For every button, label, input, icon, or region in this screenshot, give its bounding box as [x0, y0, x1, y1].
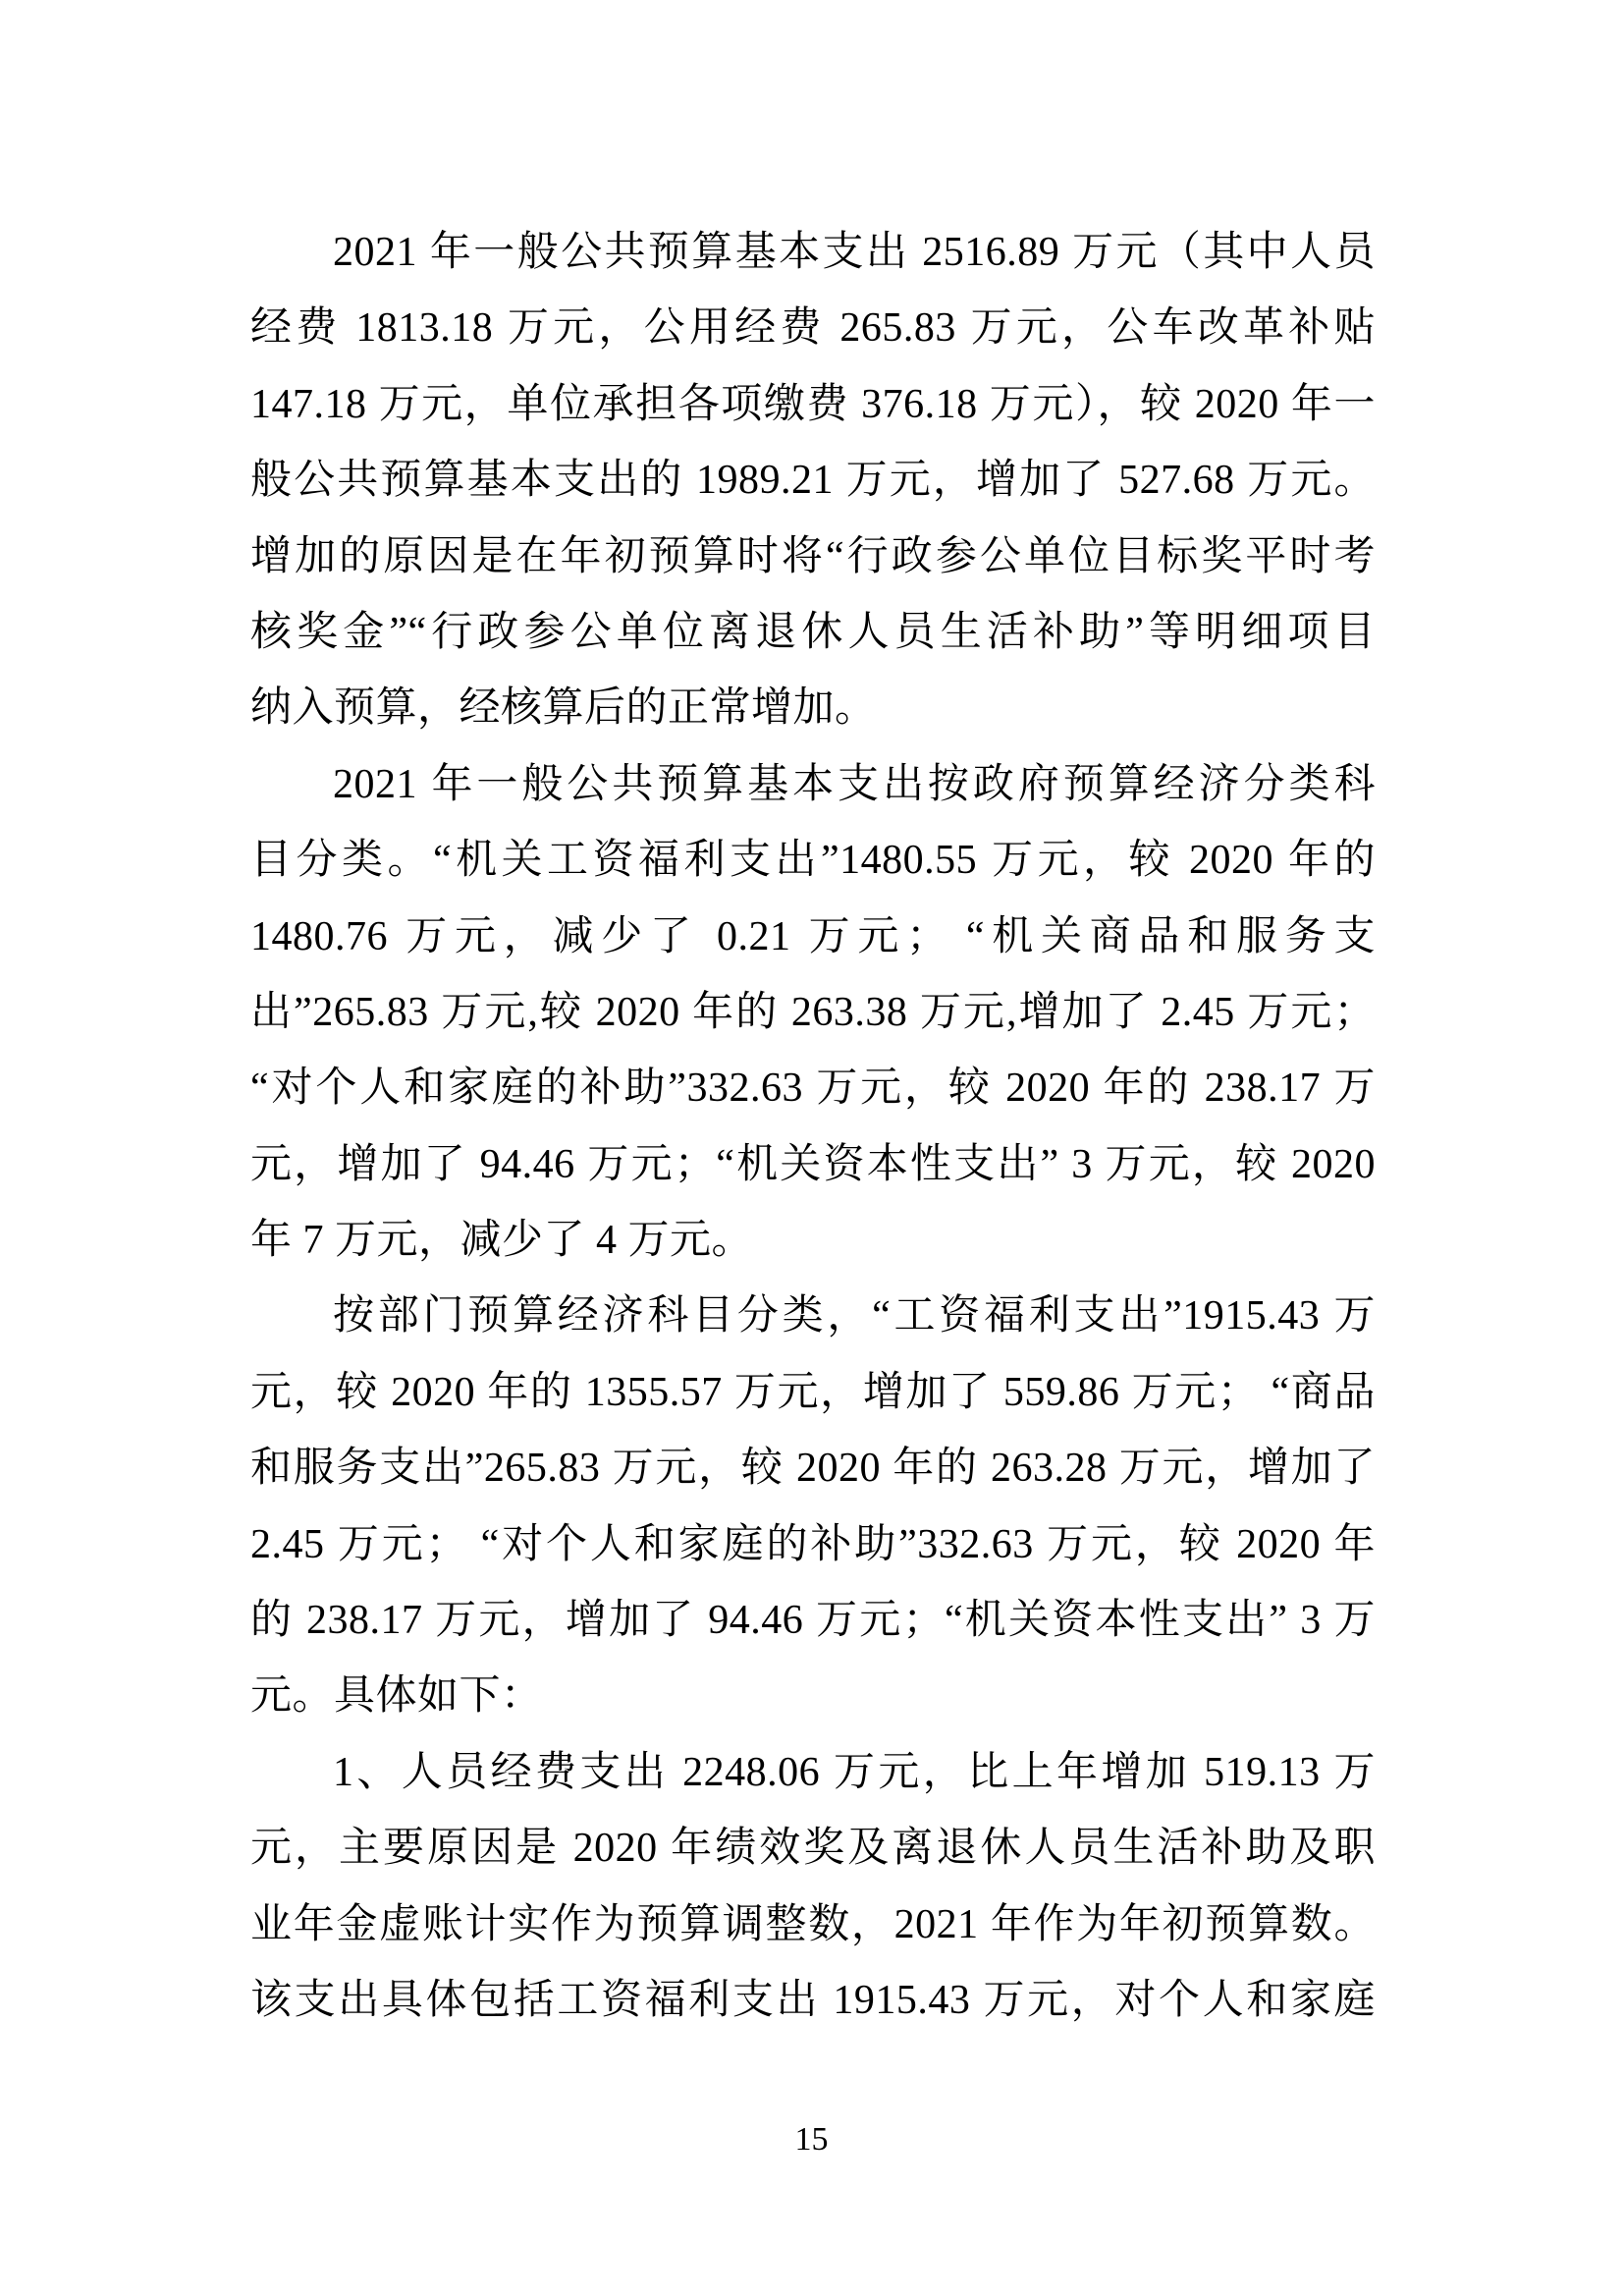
- text-line: 元，较 2020 年的 1355.57 万元，增加了 559.86 万元； “商品: [250, 1369, 1376, 1415]
- text-line: 2021 年一般公共预算基本支出 2516.89 万元（其中人员: [333, 230, 1376, 275]
- text-line: 年 7 万元，减少了 4 万元。: [250, 1218, 754, 1264]
- paragraph: [250, 1735, 1376, 2040]
- text-line: 增加的原因是在年初预算时将“行政参公单位目标奖平时考: [250, 533, 1376, 579]
- text-line: 1、人员经费支出 2248.06 万元，比上年增加 519.13 万: [333, 1749, 1376, 1795]
- text-line: 2021 年一般公共预算基本支出按政府预算经济分类科: [333, 761, 1376, 807]
- page-number: 15: [794, 2121, 829, 2158]
- text-line: 元，主要原因是 2020 年绩效奖及离退休人员生活补助及职: [250, 1826, 1376, 1872]
- text-line: 般公共预算基本支出的 1989.21 万元，增加了 527.68 万元。: [250, 458, 1376, 504]
- text-line: 和服务支出”265.83 万元，较 2020 年的 263.28 万元，增加了: [250, 1446, 1376, 1492]
- text-line: 的 238.17 万元，增加了 94.46 万元；“机关资本性支出” 3 万: [250, 1598, 1376, 1644]
- text-line: 业年金虚账计实作为预算调整数，2021 年作为年初预算数。: [250, 1901, 1376, 1947]
- text-line: 该支出具体包括工资福利支出 1915.43 万元，对个人和家庭: [250, 1977, 1376, 2023]
- text-line: 147.18 万元，单位承担各项缴费 376.18 万元），较 2020 年一: [250, 381, 1376, 427]
- text-line: 按部门预算经济科目分类，“工资福利支出”1915.43 万: [333, 1293, 1376, 1339]
- text-line: 出”265.83 万元,较 2020 年的 263.38 万元,增加了 2.45 万元；: [250, 989, 1376, 1035]
- text-line: 元。具体如下：: [250, 1673, 543, 1720]
- text-line: 纳入预算，经核算后的正常增加。: [250, 685, 877, 732]
- text-line: 2.45 万元； “对个人和家庭的补助”332.63 万元，较 2020 年: [250, 1521, 1376, 1567]
- text-line: “对个人和家庭的补助”332.63 万元，较 2020 年的 238.17 万: [250, 1066, 1376, 1112]
- text-line: 目分类。“机关工资福利支出”1480.55 万元，较 2020 年的: [250, 838, 1376, 884]
- paragraph: [250, 1279, 1376, 1734]
- text-line: 经费 1813.18 万元，公用经费 265.83 万元，公车改革补贴: [250, 305, 1376, 352]
- text-line: 元，增加了 94.46 万元；“机关资本性支出” 3 万元，较 2020: [250, 1141, 1376, 1187]
- paragraph: [250, 215, 1376, 747]
- text-line: 核奖金”“行政参公单位离退休人员生活补助”等明细项目: [250, 609, 1376, 655]
- text-line: 1480.76 万元，减少了 0.21 万元； “机关商品和服务支: [250, 913, 1376, 959]
- document-body: [250, 215, 1376, 2039]
- paragraph: [250, 747, 1376, 1280]
